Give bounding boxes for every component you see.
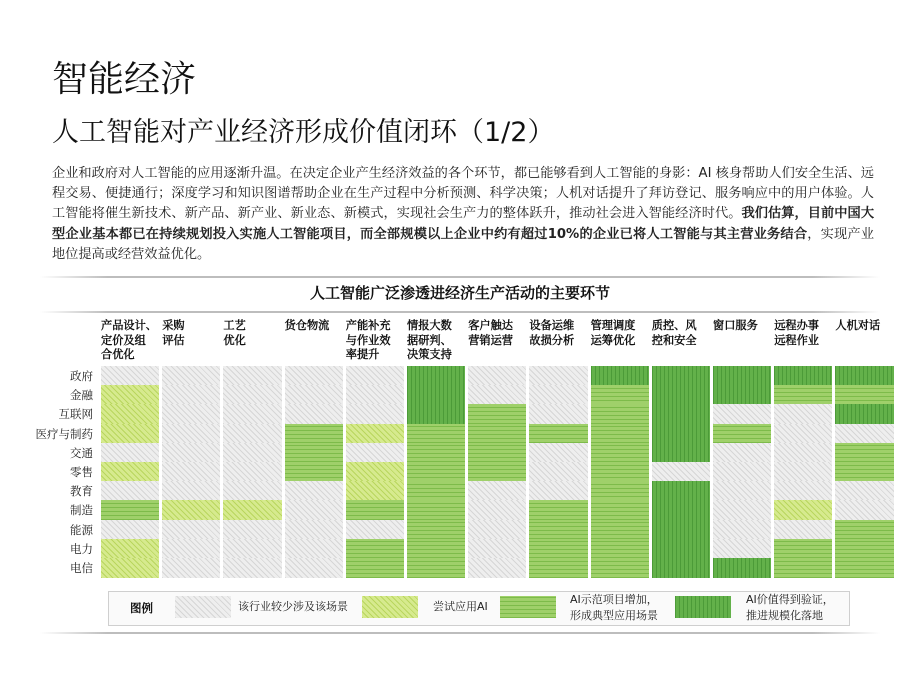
heatmap-cell (162, 404, 220, 424)
row-label: 医疗与制药 (35, 426, 93, 441)
top-divider (40, 276, 880, 278)
heatmap-cell (407, 462, 465, 482)
heatmap-cell (346, 443, 404, 463)
heatmap-cell (162, 366, 220, 386)
heatmap-cell (101, 539, 159, 559)
heatmap-cell (652, 539, 710, 559)
column-header-line: 货仓物流 (284, 319, 330, 332)
heatmap-cell (346, 520, 404, 540)
heatmap-cell (652, 404, 710, 424)
heatmap-cell (529, 404, 587, 424)
heatmap-cell (529, 462, 587, 482)
heatmap-cell (774, 385, 832, 405)
heatmap-cell (101, 558, 159, 578)
heatmap-cell (101, 404, 159, 424)
heatmap-cell (468, 443, 526, 463)
heatmap-cell (407, 385, 465, 405)
heatmap-cell (407, 366, 465, 386)
heatmap-cell (835, 539, 893, 559)
heatmap-cell (591, 481, 649, 501)
heatmap-cell (223, 385, 281, 405)
heatmap-cell (407, 443, 465, 463)
column-header (591, 319, 636, 348)
heatmap-cell (101, 366, 159, 386)
heatmap-cell (468, 500, 526, 520)
heatmap-cell (468, 558, 526, 578)
heatmap-cell (285, 500, 343, 520)
heatmap-cell (223, 404, 281, 424)
heatmap-cell (835, 385, 893, 405)
heatmap-cell (285, 443, 343, 463)
heatmap-cell (468, 424, 526, 444)
heatmap-cell (713, 520, 771, 540)
column-header-line: 客户触达 (468, 319, 513, 332)
heatmap-cell (162, 558, 220, 578)
heatmap-cell (285, 462, 343, 482)
heatmap-cell (346, 500, 404, 520)
heatmap-cell (407, 558, 465, 578)
heatmap-cell (835, 424, 893, 444)
heatmap-cell (713, 558, 771, 578)
heatmap-cell (591, 539, 649, 559)
heatmap-cell (407, 481, 465, 501)
heatmap-cell (652, 462, 710, 482)
heatmap-cell (713, 443, 771, 463)
heatmap-cell (162, 481, 220, 501)
column-header-line: 工艺 (223, 319, 246, 332)
heatmap-cell (652, 385, 710, 405)
legend-line: 推进规模化落地 (746, 609, 823, 622)
column-header (407, 319, 452, 363)
column-header-line: 远程办事 (774, 319, 819, 332)
row-label: 零售 (70, 465, 93, 479)
column-header-line: 窗口服务 (713, 319, 758, 332)
heatmap-cell (407, 404, 465, 424)
heatmap-cell (407, 520, 465, 540)
column-header-line: 率提升 (345, 348, 380, 361)
heatmap-cell (529, 558, 587, 578)
intro-text: 企业和政府对人工智能的应用逐渐升温。在决定企业产生经济效益的各个环节，都已能够看到人工智能的身影：AI 核身帮助人们安全生活、远程交易、便捷通行；深度学习和知识图谱帮助企业在生产过程中分析预测、科学决策；人机对话提升了拜访登记、服务响应中的用户体验。人工智能将催生新技术、新产品、新产业、新业态、新模式，实现社会生产力的整体跃升，推动社会进入智能经济时代。 (52, 166, 874, 222)
heatmap-cell (591, 443, 649, 463)
heatmap-cell (529, 539, 587, 559)
heatmap-cell (346, 462, 404, 482)
heatmap-cell (223, 558, 281, 578)
column-header-line: 定价及组 (101, 333, 146, 347)
heatmap-cell (529, 481, 587, 501)
chart-title-divider (40, 311, 880, 313)
column-header (774, 319, 819, 348)
heatmap-cell (346, 404, 404, 424)
heatmap-cell (774, 500, 832, 520)
heatmap-cell (162, 424, 220, 444)
heatmap-cell (162, 385, 220, 405)
heatmap-cell (713, 385, 771, 405)
heatmap-cell (223, 539, 281, 559)
heatmap-cell (652, 481, 710, 501)
column-header (285, 319, 330, 334)
heatmap-cell (285, 520, 343, 540)
heatmap-cell (591, 520, 649, 540)
intro-paragraph (52, 164, 874, 265)
heatmap-cell (835, 443, 893, 463)
column-header-line: 人机对话 (835, 319, 881, 332)
heatmap-cell (529, 443, 587, 463)
heatmap-cell (652, 424, 710, 444)
row-label: 政府 (70, 369, 93, 383)
heatmap-cell (713, 462, 771, 482)
column-header (468, 319, 513, 348)
heatmap-cell (468, 404, 526, 424)
heatmap-cell (101, 500, 159, 520)
heatmap-cell (835, 462, 893, 482)
heatmap-cell (468, 385, 526, 405)
heatmap-cell (774, 424, 832, 444)
column-header (652, 319, 697, 348)
heatmap-cell (774, 462, 832, 482)
heatmap-cell (774, 558, 832, 578)
heatmap-cell (468, 366, 526, 386)
heatmap-cell (407, 424, 465, 444)
heatmap-cell (591, 500, 649, 520)
heatmap-cell (591, 462, 649, 482)
heatmap-cell (407, 539, 465, 559)
heatmap-cell (835, 404, 893, 424)
intro-bold-text: 我们估算，目前中国大型企业基本都已在持续规划投入实施人工智能项目，而全部规模以上企业中约有超过10%的企业已将人工智能与其主营业务结合 (52, 206, 875, 242)
heatmap-cell (652, 443, 710, 463)
column-header-line: 营销运营 (468, 333, 513, 347)
column-header-line: 优化 (223, 333, 246, 347)
chart-title: 人工智能广泛渗透进经济生产活动的主要环节 (309, 284, 610, 302)
heatmap-cell (529, 500, 587, 520)
heatmap-cell (285, 404, 343, 424)
heatmap-cell (591, 366, 649, 386)
heatmap-cell (835, 520, 893, 540)
column-header-line: 与作业效 (345, 333, 391, 347)
legend-line: 该行业较少涉及该场景 (238, 600, 348, 613)
heatmap-cell (591, 424, 649, 444)
column-header-line: 情报大数 (407, 319, 452, 332)
bottom-divider (40, 632, 880, 634)
heatmap-cell (713, 404, 771, 424)
heatmap-cell (346, 385, 404, 405)
heatmap-cell (652, 558, 710, 578)
heatmap-cell (713, 481, 771, 501)
heatmap-cell (346, 481, 404, 501)
heatmap-cell (223, 366, 281, 386)
legend-swatch-level3 (675, 596, 731, 618)
legend-swatch-level1 (362, 596, 418, 618)
column-header-line: 运筹优化 (590, 333, 636, 347)
heatmap-cell (346, 424, 404, 444)
heatmap-cell (713, 366, 771, 386)
column-header-line: 评估 (162, 333, 185, 347)
heatmap-cell (591, 404, 649, 424)
legend-swatch-level0 (175, 596, 231, 618)
column-header-line: 产品设计、 (101, 319, 157, 332)
heatmap-cell (407, 500, 465, 520)
row-label: 电力 (70, 541, 93, 556)
heatmap-cell (835, 558, 893, 578)
heatmap-cell (162, 462, 220, 482)
heatmap-cell (223, 481, 281, 501)
heatmap-cell (591, 558, 649, 578)
heatmap-cell (468, 539, 526, 559)
heatmap-cell (101, 481, 159, 501)
heatmap-cell (652, 366, 710, 386)
legend-line: 尝试应用AI (433, 600, 488, 613)
legend-label-level2 (570, 592, 658, 624)
row-label: 金融 (70, 388, 93, 403)
column-header-line: 管理调度 (590, 319, 636, 332)
legend-line: AI示范项目增加， (570, 593, 658, 606)
row-label: 教育 (70, 484, 93, 499)
heatmap-cell (285, 558, 343, 578)
column-header-line: 控和安全 (651, 333, 697, 347)
heatmap-cell (713, 539, 771, 559)
column-header (346, 319, 391, 363)
heatmap-cell (468, 481, 526, 501)
heatmap-cell (591, 385, 649, 405)
heatmap-cell (285, 539, 343, 559)
heatmap-cell (101, 385, 159, 405)
heatmap-cell (774, 443, 832, 463)
page-title: 智能经济 (52, 59, 197, 100)
heatmap-cell (774, 481, 832, 501)
row-label: 电信 (70, 561, 93, 575)
heatmap-cell (285, 385, 343, 405)
legend-swatch-level2 (500, 596, 556, 618)
column-header-line: 采购 (162, 319, 185, 332)
heatmap-cell (162, 500, 220, 520)
column-header-line: 远程作业 (774, 333, 819, 347)
heatmap-cell (713, 500, 771, 520)
heatmap-cell (713, 424, 771, 444)
heatmap-cell (162, 539, 220, 559)
legend-label-level1 (433, 599, 488, 615)
heatmap-cell (223, 500, 281, 520)
column-header-line: 合优化 (101, 348, 135, 361)
legend-label-level0 (238, 599, 348, 615)
heatmap-cell (101, 443, 159, 463)
heatmap-cell (652, 520, 710, 540)
column-header (223, 319, 245, 348)
heatmap-cell (774, 539, 832, 559)
column-header (529, 319, 574, 348)
heatmap-cell (529, 424, 587, 444)
heatmap-cell (652, 500, 710, 520)
heatmap-cell (835, 500, 893, 520)
column-header (101, 319, 157, 363)
column-header-line: 故损分析 (529, 333, 575, 347)
heatmap-cell (162, 443, 220, 463)
heatmap-cell (285, 481, 343, 501)
heatmap-cell (774, 404, 832, 424)
heatmap-cell (223, 424, 281, 444)
column-header (713, 319, 758, 334)
page-subtitle: 人工智能对产业经济形成价值闭环（1/2） (52, 117, 555, 148)
heatmap-cell (223, 443, 281, 463)
column-header-line: 据研判、 (407, 333, 452, 347)
row-label: 能源 (70, 522, 93, 537)
column-header-line: 设备运维 (529, 319, 575, 332)
row-label: 互联网 (58, 407, 93, 422)
heatmap-cell (774, 520, 832, 540)
row-label: 制造 (70, 503, 93, 518)
heatmap-cell (223, 462, 281, 482)
heatmap-cell (285, 424, 343, 444)
heatmap-cell (468, 520, 526, 540)
heatmap-cell (101, 520, 159, 540)
column-header (835, 319, 880, 334)
heatmap-cell (529, 520, 587, 540)
heatmap-cell (162, 520, 220, 540)
heatmap-cell (285, 366, 343, 386)
heatmap-cell (774, 366, 832, 386)
heatmap-cell (468, 462, 526, 482)
heatmap-cell (529, 385, 587, 405)
column-header-line: 产能补充 (345, 319, 391, 332)
heatmap-cell (101, 424, 159, 444)
heatmap-cell (101, 462, 159, 482)
legend-line: 形成典型应用场景 (570, 609, 658, 622)
legend-title: 图例 (130, 601, 153, 615)
column-header-line: 决策支持 (407, 348, 452, 361)
legend-label-level3 (746, 592, 834, 624)
heatmap-cell (346, 558, 404, 578)
column-header-line: 质控、风 (651, 319, 697, 332)
heatmap-cell (835, 366, 893, 386)
heatmap-cell (223, 520, 281, 540)
heatmap-cell (835, 481, 893, 501)
heatmap-cell (346, 366, 404, 386)
row-label: 交通 (70, 445, 93, 460)
heatmap-cell (529, 366, 587, 386)
legend-line: AI价值得到验证， (746, 593, 834, 606)
heatmap-cell (346, 539, 404, 559)
column-header (162, 319, 184, 348)
intro-tail-text: ，实现产业地位提高或经营效益优化。 (52, 226, 875, 262)
